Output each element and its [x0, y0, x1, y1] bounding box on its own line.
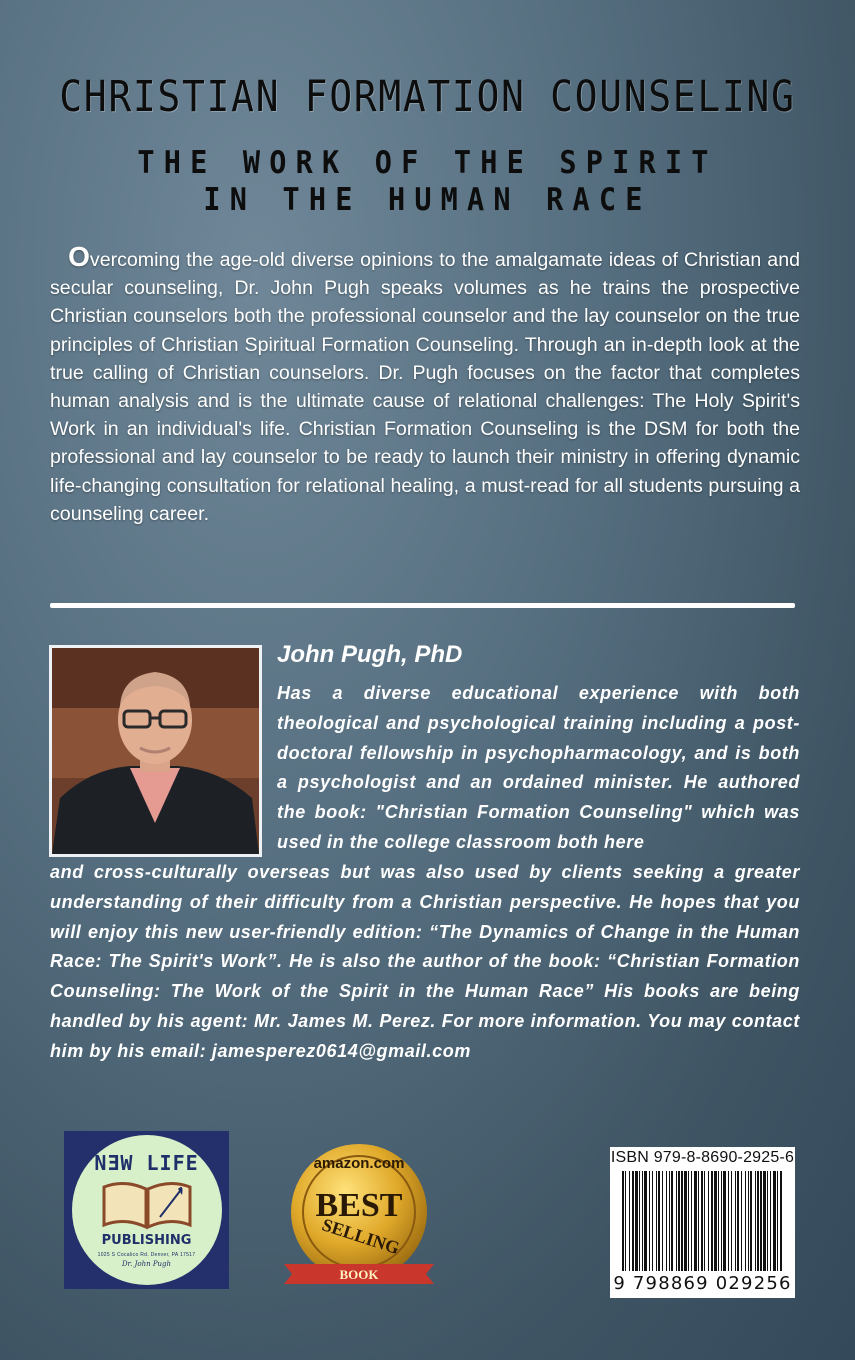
- barcode-icon: [620, 1171, 785, 1271]
- barcode-bar: [666, 1171, 667, 1271]
- barcode-bar: [773, 1171, 776, 1271]
- book-subtitle-line2: IN THE HUMAN RACE: [203, 182, 652, 218]
- barcode-bar: [684, 1171, 687, 1271]
- barcode-bar: [681, 1171, 683, 1271]
- barcode-bar: [755, 1171, 756, 1271]
- barcode-bar: [671, 1171, 673, 1271]
- barcode-bar: [728, 1171, 729, 1271]
- section-divider: [50, 603, 795, 608]
- barcode-bar: [741, 1171, 742, 1271]
- best-selling-badge: [276, 1142, 442, 1290]
- barcode-bar: [763, 1171, 766, 1271]
- barcode-bar: [629, 1171, 630, 1271]
- barcode-bar: [676, 1171, 677, 1271]
- barcode-bar: [656, 1171, 657, 1271]
- barcode-bar: [708, 1171, 709, 1271]
- barcode-bar: [701, 1171, 703, 1271]
- publisher-logo-top-text: NƎW LIFE: [94, 1151, 199, 1175]
- barcode-bar: [770, 1171, 771, 1271]
- isbn-number: 9 798869 029256: [613, 1273, 792, 1294]
- isbn-label: ISBN 979-8-8690-2925-6: [610, 1149, 795, 1166]
- barcode-bar: [698, 1171, 699, 1271]
- barcode-bar: [658, 1171, 660, 1271]
- barcode-bar: [639, 1171, 640, 1271]
- barcode-bar: [649, 1171, 650, 1271]
- barcode-bar: [757, 1171, 759, 1271]
- barcode-bar: [688, 1171, 689, 1271]
- badge-line2: SELLING: [319, 1214, 403, 1259]
- barcode-bar: [694, 1171, 697, 1271]
- author-portrait-illustration: [52, 648, 259, 854]
- barcode-bar: [678, 1171, 680, 1271]
- description-dropcap: O: [68, 241, 90, 272]
- badge-ribbon-text: BOOK: [339, 1267, 379, 1282]
- book-description: [50, 243, 800, 528]
- barcode-bar: [714, 1171, 717, 1271]
- author-name: John Pugh, PhD: [277, 641, 463, 668]
- barcode-bar: [652, 1171, 653, 1271]
- barcode-bar: [635, 1171, 638, 1271]
- badge-line1: BEST: [315, 1187, 403, 1224]
- barcode-bar: [748, 1171, 749, 1271]
- author-bio-lower: and cross-culturally overseas but was also used by clients seeking a greater understanding of their difficulty from a Christian perspective. He hopes that you will enjoy this new user-friendly edition: “The Dynamics of Change in the Human Race: The Spirit's Work”. He is also the author of the book: “Christian Formation Counseling: The Work of the Spirit in the Human Race” His books are being handled by his agent: Mr. James M. Perez. For more information. You may contact him by his email: jamesperez0614@gmail.com: [50, 862, 800, 1061]
- barcode-bar: [760, 1171, 762, 1271]
- barcode-bar: [711, 1171, 713, 1271]
- publisher-logo-bottom-text: PUBLISHING: [101, 1233, 192, 1248]
- barcode-bar: [632, 1171, 634, 1271]
- barcode-bar: [780, 1171, 782, 1271]
- barcode-bar: [644, 1171, 647, 1271]
- barcode-bar: [723, 1171, 726, 1271]
- publisher-logo: [64, 1131, 229, 1289]
- description-text: vercoming the age-old diverse opinions to the amalgamate ideas of Christian and secular counseling, Dr. John Pugh speaks volumes as he trains the prospective Christian counselors both the professional counselor and the lay counselor on the true principles of Christian Spiritual Formation Counseling. Through an in-depth look at the true calling of Christian counselors. Dr. Pugh focuses on the factor that completes human analysis and is the ultimate cause of relational challenges: The Holy Spirit's Work in an individual's life. Christian Formation Counseling is the DSM for both the professional and lay counselor to be ready to launch their ministry in offering dynamic life-changing consultation for relational healing, a must-read for all students pursuing a counseling career.: [50, 249, 800, 525]
- barcode-bar: [625, 1171, 626, 1271]
- barcode-bar: [642, 1171, 643, 1271]
- barcode-bar: [704, 1171, 705, 1271]
- isbn-barcode-box: [610, 1147, 795, 1298]
- barcode-bar: [750, 1171, 752, 1271]
- barcode-bar: [745, 1171, 746, 1271]
- publisher-logo-circle: [72, 1135, 222, 1285]
- barcode-bar: [731, 1171, 732, 1271]
- author-photo: [49, 645, 262, 857]
- barcode-bar: [721, 1171, 722, 1271]
- barcode-bar: [735, 1171, 736, 1271]
- badge-brand: amazon.com: [313, 1155, 405, 1172]
- author-bio-upper: Has a diverse educational experience with both theological and psychological training including a post-doctoral fellowship in psychopharmacology, and is both a psychologist and an ordained minister. He authored the book: "Christian Formation Counseling" which was used in the college classroom both here: [277, 683, 800, 852]
- open-book-icon: [100, 1177, 194, 1233]
- barcode-bar: [737, 1171, 739, 1271]
- barcode-bar: [691, 1171, 692, 1271]
- book-title: CHRISTIAN FORMATION COUNSELING: [59, 72, 796, 122]
- barcode-bar: [777, 1171, 778, 1271]
- barcode-bar: [767, 1171, 768, 1271]
- barcode-bar: [662, 1171, 663, 1271]
- barcode-bar: [669, 1171, 670, 1271]
- barcode-bar: [718, 1171, 719, 1271]
- publisher-signature: Dr. John Pugh: [121, 1260, 172, 1268]
- barcode-bar: [622, 1171, 624, 1271]
- book-subtitle-line1: THE WORK OF THE SPIRIT: [137, 145, 718, 181]
- publisher-address: 1025 S Cocalico Rd. Denver, PA 17517: [97, 1252, 196, 1258]
